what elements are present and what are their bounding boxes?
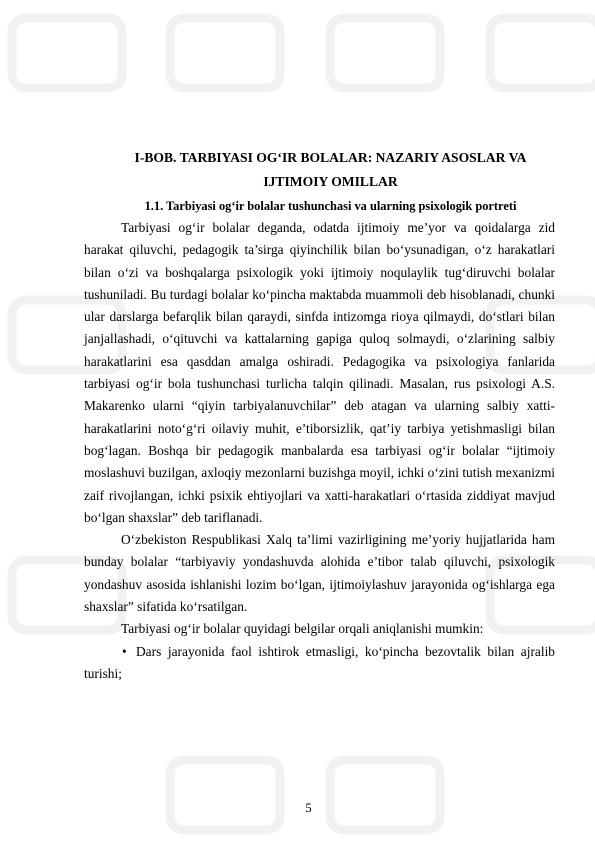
section-title: 1.1. Tarbiyasi og‘ir bolalar tushunchasi va ularning psixologik portreti — [144, 199, 517, 213]
bullet-dot-icon: • — [122, 643, 127, 659]
chapter-title: I-BOB. TARBIYASI OG‘IR BOLALAR: NAZARIY ASOSLAR VA IJTIMOIY OMILLAR — [134, 150, 527, 189]
page-number: 5 — [305, 801, 312, 815]
bullet-item-1 — [84, 641, 555, 686]
bullet-text: Dars jarayonida faol ishtirok etmasligi, ko‘pincha bezovtalik bilan ajralib turishi; — [84, 643, 555, 681]
paragraph-1: Tarbiyasi og‘ir bolalar deganda, odatda ijtimoiy me’yor va qoidalarga zid harakat qiluvchi, pedagogik ta’sirga qiyinchilik bilan bo‘ysunadigan, o‘z harakatlari bilan o‘zi va boshqalarga psixologik yoki ijtimoiy noqulaylik tug‘diruvchi bolalar tushuniladi. Bu turdagi bolalar ko‘pincha maktabda muammoli deb hisoblanadi, chunki ular darslarga befarqlik bilan qaraydi, sinfda intizomga rioya qilmaydi, do‘stlari bilan janjallashadi, o‘qituvchi va kattalarning gapiga quloq solmaydi, o‘zlarining salbiy harakatlarini esa qasddan amalga oshiradi. Pedagogika va psixologiya fanlarida tarbiyasi og‘ir bola tushunchasi turlicha talqin qilinadi. Masalan, rus psixologi A.S. Makarenko ularni “qiyin tarbiyalanuvchilar” deb atagan va ularning salbiy xatti-harakatlarini noto‘g‘ri oilaviy muhit, e’tiborsizlik, qat’iy tarbiya yetishmasligi bilan bog‘lagan. Boshqa bir pedagogik manbalarda esa tarbiyasi og‘ir bolalar “ijtimoiy moslashuvi buzilgan, axloqiy mezonlarni buzishga moyil, ichki o‘zini tutish mexanizmi zaif rivojlangan, ichki psixik ehtiyojlari va xatti-harakatlari o‘rtasida ziddiyat mavjud bo‘lgan shaxslar” deb tariflanadi. — [84, 220, 555, 525]
document-page — [84, 146, 555, 685]
paragraph-2: O‘zbekiston Respublikasi Xalq ta’limi vazirligining me’yoriy hujjatlarida ham bunday bolalar “tarbiyaviy yondashuvda alohida e’tibor talab qiluvchi, psixologik yondashuv asosida ishlanishi lozim bo‘lgan, ijtimoiylashuv jarayonida og‘ishlarga ega shaxslar” sifatida ko‘rsatilgan. — [84, 532, 555, 615]
paragraph-3: Tarbiyasi og‘ir bolalar quyidagi belgilar orqali aniqlanishi mumkin: — [121, 621, 484, 637]
